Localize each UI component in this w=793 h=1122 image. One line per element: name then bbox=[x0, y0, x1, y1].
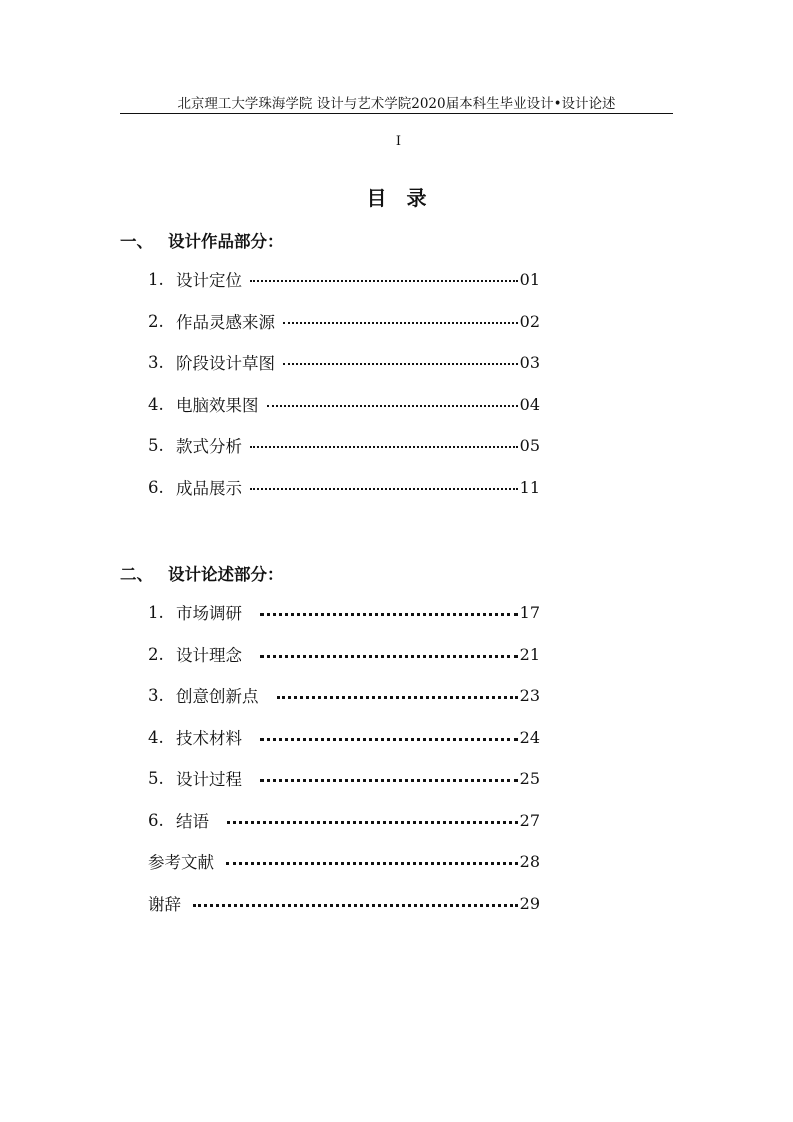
toc-entry[interactable] bbox=[148, 683, 540, 707]
page-number: I bbox=[395, 134, 402, 149]
entry-label: 电脑效果图 bbox=[176, 396, 259, 415]
entry-label: 款式分析 bbox=[176, 437, 242, 456]
entry-page: 24 bbox=[519, 727, 540, 747]
entry-label: 成品展示 bbox=[176, 479, 242, 498]
dot-leader bbox=[250, 280, 518, 282]
toc-entry[interactable] bbox=[148, 766, 540, 790]
toc-entry-acknowledgements[interactable] bbox=[148, 891, 540, 915]
toc-entry[interactable] bbox=[148, 642, 540, 666]
entry-label: 作品灵感来源 bbox=[176, 313, 275, 332]
entry-label: 技术材料 bbox=[176, 729, 242, 748]
entry-page: 25 bbox=[519, 768, 540, 788]
toc-entry[interactable] bbox=[148, 475, 540, 499]
entry-index: 3. bbox=[148, 352, 164, 372]
toc-entry[interactable] bbox=[148, 309, 540, 333]
entry-label: 创意创新点 bbox=[176, 687, 259, 706]
dot-leader bbox=[260, 613, 518, 616]
entry-page: 29 bbox=[519, 893, 540, 913]
entry-index: 6. bbox=[148, 477, 164, 497]
dot-leader bbox=[250, 488, 518, 490]
entry-index: 4. bbox=[148, 727, 164, 747]
entry-label: 设计理念 bbox=[176, 646, 242, 665]
entry-index: 2. bbox=[148, 311, 164, 331]
entry-label: 设计过程 bbox=[176, 770, 242, 789]
entry-page: 05 bbox=[519, 435, 540, 455]
section-title: 设计作品部分： bbox=[168, 232, 284, 251]
entry-index: 3. bbox=[148, 685, 164, 705]
toc-title: 目 录 bbox=[366, 186, 427, 210]
toc-entry[interactable] bbox=[148, 433, 540, 457]
entry-index: 1. bbox=[148, 269, 164, 289]
section-heading-design-discussion bbox=[120, 561, 284, 585]
dot-leader bbox=[283, 363, 518, 365]
entry-index: 2. bbox=[148, 644, 164, 664]
section-number: 一、 bbox=[120, 232, 153, 251]
entry-index: 5. bbox=[148, 435, 164, 455]
dot-leader bbox=[250, 446, 518, 448]
section-heading-design-works bbox=[120, 228, 284, 252]
entry-label: 阶段设计草图 bbox=[176, 354, 275, 373]
toc-entry[interactable] bbox=[148, 600, 540, 624]
entry-page: 28 bbox=[519, 851, 540, 871]
toc-entry[interactable] bbox=[148, 267, 540, 291]
toc-entry-references[interactable] bbox=[148, 849, 540, 873]
entry-page: 27 bbox=[519, 810, 540, 830]
dot-leader bbox=[267, 405, 518, 407]
entry-page: 03 bbox=[519, 352, 540, 372]
entry-index: 5. bbox=[148, 768, 164, 788]
entry-label: 市场调研 bbox=[176, 604, 242, 623]
entry-page: 23 bbox=[519, 685, 540, 705]
dot-leader bbox=[227, 821, 518, 824]
entry-label: 谢辞 bbox=[148, 895, 181, 914]
entry-label: 结语 bbox=[176, 812, 209, 831]
entry-label: 设计定位 bbox=[176, 271, 242, 290]
toc-entry[interactable] bbox=[148, 350, 540, 374]
dot-leader bbox=[277, 696, 518, 699]
dot-leader bbox=[260, 738, 518, 741]
entry-index: 1. bbox=[148, 602, 164, 622]
dot-leader bbox=[193, 904, 518, 907]
dot-leader bbox=[283, 322, 518, 324]
entry-page: 17 bbox=[519, 602, 540, 622]
section-number: 二、 bbox=[120, 565, 153, 584]
dot-leader bbox=[260, 655, 518, 658]
entry-index: 4. bbox=[148, 394, 164, 414]
header-divider bbox=[120, 113, 673, 114]
entry-page: 02 bbox=[519, 311, 540, 331]
entry-index: 6. bbox=[148, 810, 164, 830]
entry-page: 01 bbox=[519, 269, 540, 289]
dot-leader bbox=[260, 779, 518, 782]
section-title: 设计论述部分： bbox=[168, 565, 284, 584]
running-header: 北京理工大学珠海学院 设计与艺术学院2020届本科生毕业设计•设计论述 bbox=[177, 96, 616, 112]
toc-entry[interactable] bbox=[148, 808, 540, 832]
toc-entry[interactable] bbox=[148, 392, 540, 416]
dot-leader bbox=[226, 862, 518, 865]
entry-page: 21 bbox=[519, 644, 540, 664]
toc-entry[interactable] bbox=[148, 725, 540, 749]
entry-label: 参考文献 bbox=[148, 853, 214, 872]
entry-page: 11 bbox=[519, 477, 540, 497]
entry-page: 04 bbox=[519, 394, 540, 414]
